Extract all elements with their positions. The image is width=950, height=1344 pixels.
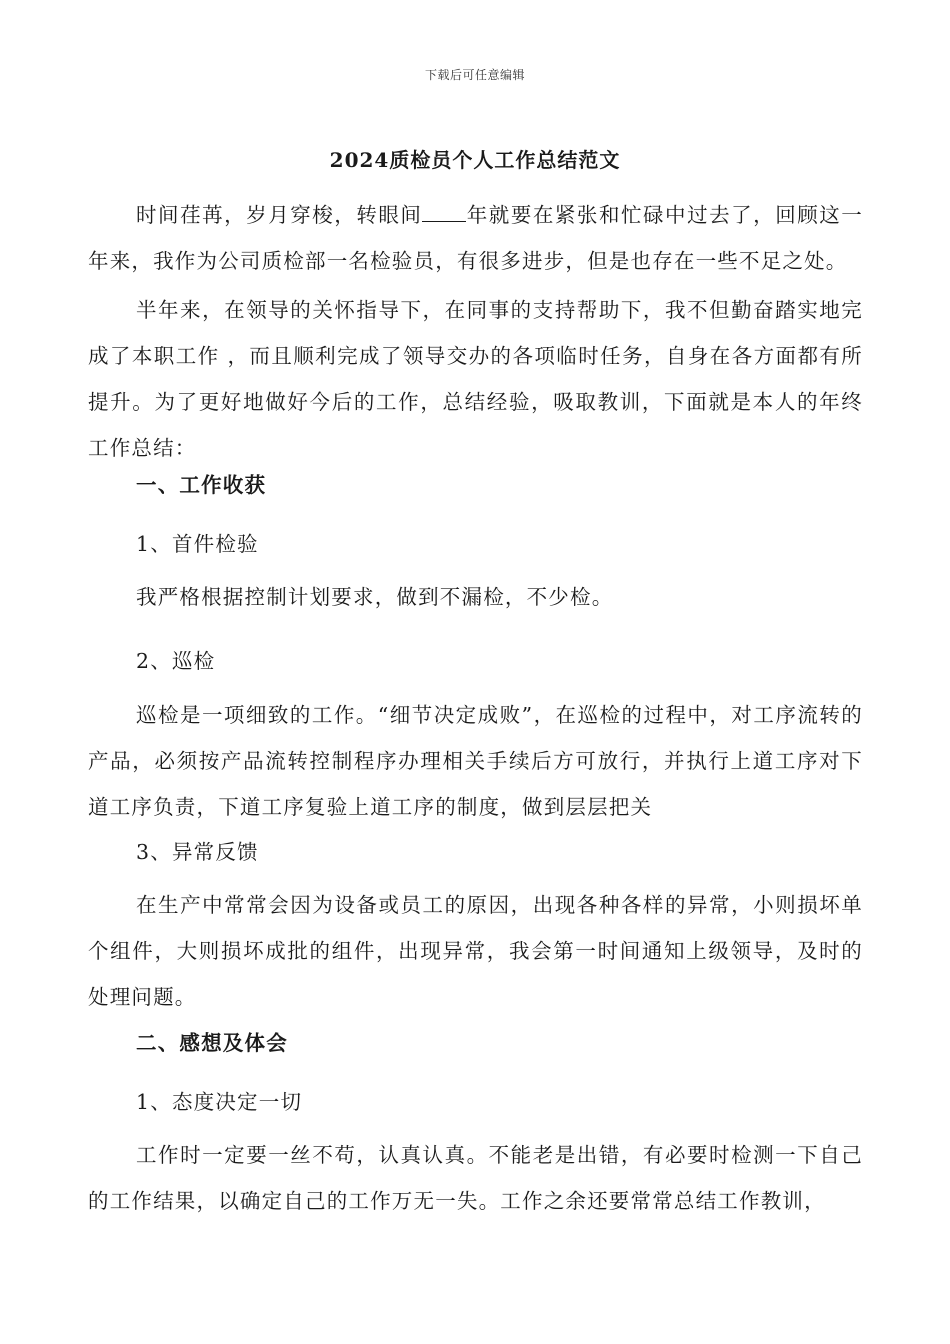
intro-paragraph	[88, 192, 863, 284]
subheading-first-piece-inspection: 1、首件检验	[136, 532, 259, 556]
intro-blank	[422, 205, 466, 222]
intro-text-part2: 年就要在紧张和忙碌中过去了，回顾这一年来，我作为公司质检部一名检验员，有很多进步，但是也存在一些不足之处。	[88, 203, 863, 273]
paragraph-attitude: 工作时一定要一丝不苟，认真认真。不能老是出错，有必要时检测一下自己的工作结果，以确定自己的工作万无一失。工作之余还要常常总结工作教训，	[88, 1143, 863, 1213]
paragraph-exception-feedback: 在生产中常常会因为设备或员工的原因，出现各种各样的异常，小则损坏单个组件，大则损坏成批的组件，出现异常，我会第一时间通知上级领导，及时的处理问题。	[88, 893, 863, 1009]
subheading-patrol-inspection: 2、巡检	[136, 649, 216, 673]
document-title: 2024质检员个人工作总结范文	[329, 148, 621, 172]
section-heading-gains: 一、工作收获	[136, 473, 267, 497]
paragraph-first-piece-inspection: 我严格根据控制计划要求，做到不漏检，不少检。	[136, 585, 614, 609]
section-heading-reflections: 二、感想及体会	[136, 1031, 288, 1055]
header-note: 下载后可任意编辑	[424, 68, 525, 82]
paragraph-patrol-inspection: 巡检是一项细致的工作。“细节决定成败”，在巡检的过程中，对工序流转的产品，必须按产品流转控制程序办理相关手续后方可放行，并执行上道工序对下道工序负责，下道工序复验上道工序的制度，做到层层把关	[88, 703, 863, 819]
summary-paragraph: 半年来，在领导的关怀指导下，在同事的支持帮助下，我不但勤奋踏实地完成了本职工作 ，而且顺利完成了领导交办的各项临时任务，自身在各方面都有所提升。为了更好地做好今后的工作，总结经验，吸取教训，下面就是本人的年终工作总结：	[88, 298, 863, 460]
intro-text-part1: 时间荏苒，岁月穿梭，转眼间	[136, 203, 423, 227]
subheading-attitude: 1、态度决定一切	[136, 1090, 303, 1114]
subheading-exception-feedback: 3、异常反馈	[136, 840, 259, 864]
